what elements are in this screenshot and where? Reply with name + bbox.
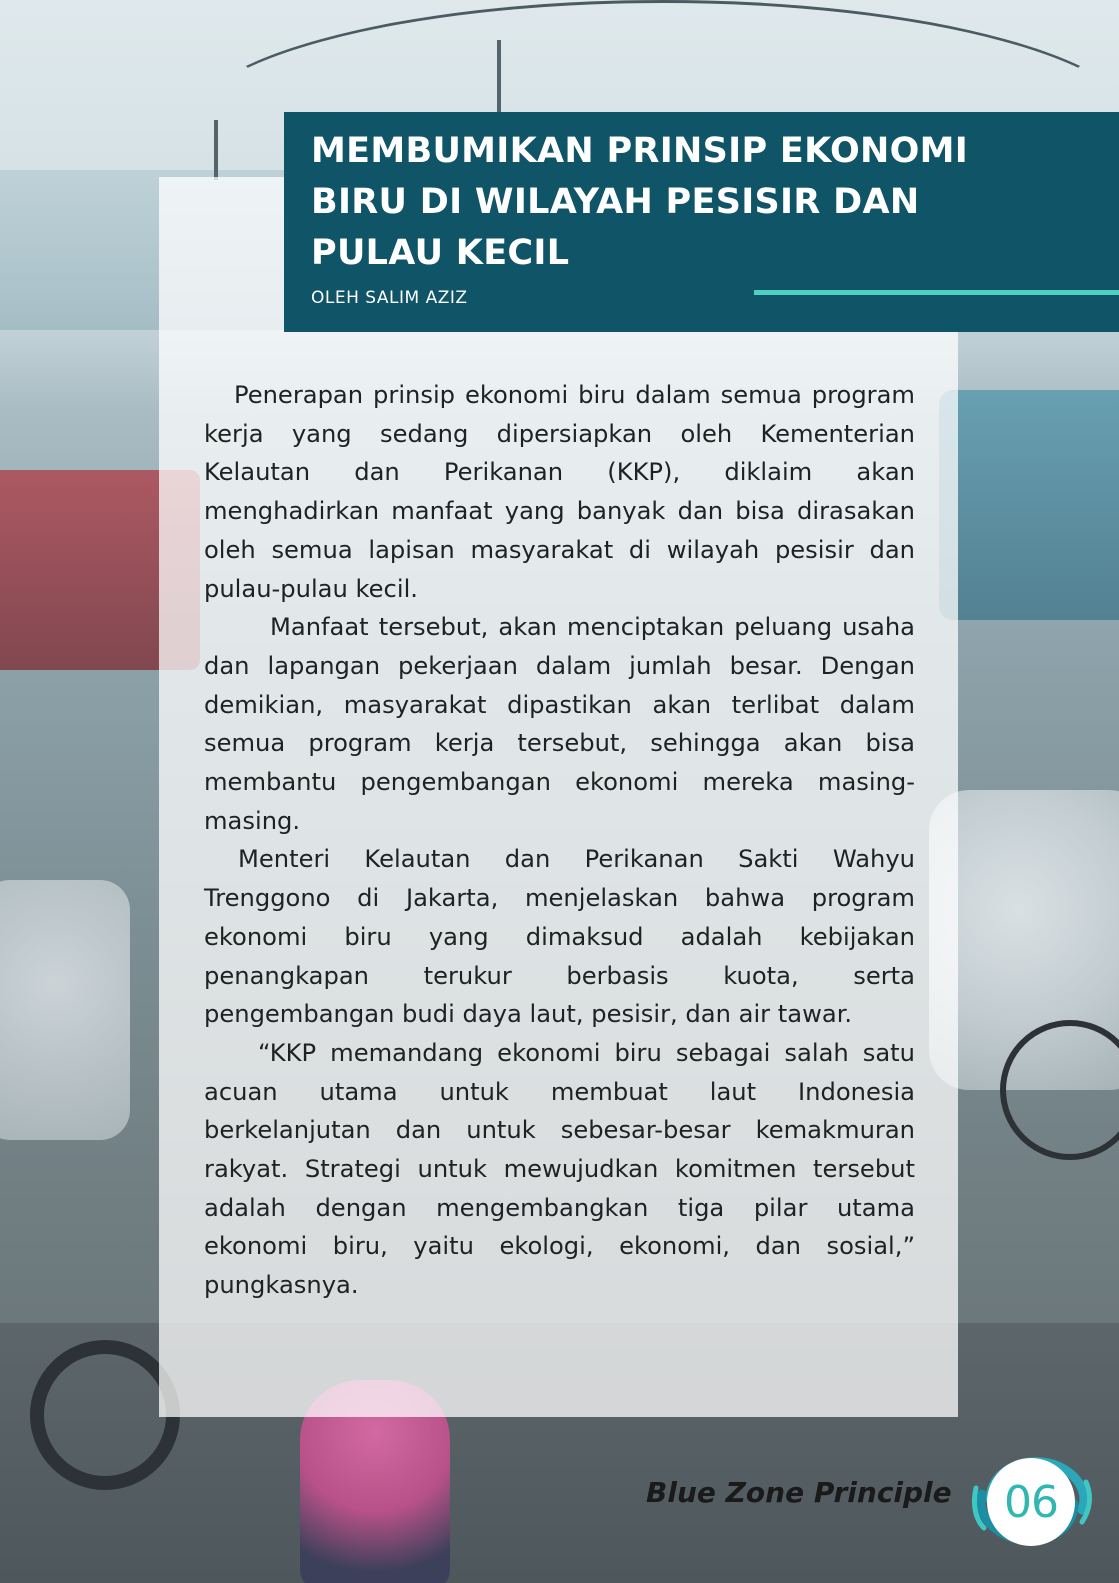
paragraph-4: “KKP memandang ekonomi biru sebagai salah satu acuan utama untuk membuat laut Indonesia berkelanjutan dan untuk sebesar-besar kemakmuran rakyat. Strategi untuk mewujudkan komitmen tersebut adalah dengan mengembangkan tiga pilar utama ekonomi biru, yaitu ekologi, ekonomi, dan sosial,” pungkasnya. xyxy=(204,1038,915,1300)
fish-sacks-left xyxy=(0,880,130,1140)
mast-pole-left xyxy=(214,120,218,180)
section-label: Blue Zone Principle xyxy=(646,1476,952,1509)
boat-right xyxy=(939,390,1119,620)
paragraph-1: Penerapan prinsip ekonomi biru dalam semua program kerja yang sedang dipersiapkan oleh Kementerian Kelautan dan Perikanan (KKP), diklaim akan menghadirkan manfaat yang banyak dan bisa dirasakan oleh semua lapisan masyarakat di wilayah pesisir dan pulau-pulau kecil. xyxy=(204,381,915,603)
article-body xyxy=(204,376,915,1305)
article-title: MEMBUMIKAN PRINSIP EKONOMI BIRU DI WILAYAH PESISIR DAN PULAU KECIL xyxy=(311,131,969,273)
cart-wheel xyxy=(30,1340,180,1490)
paragraph-3: Menteri Kelautan dan Perikanan Sakti Wahyu Trenggono di Jakarta, menjelaskan bahwa program ekonomi biru yang dimaksud adalah kebijakan penangkapan terukur berbasis kuota, serta pengembangan budi daya laut, pesisir, dan air tawar. xyxy=(204,845,915,1029)
article-author: OLEH SALIM AZIZ xyxy=(311,288,468,308)
mast-pole xyxy=(497,40,501,120)
page-number: 06 xyxy=(987,1458,1075,1546)
accent-line xyxy=(754,290,1119,295)
article-header xyxy=(284,112,1119,332)
paragraph-2: Manfaat tersebut, akan menciptakan peluang usaha dan lapangan pekerjaan dalam jumlah besar. Dengan demikian, masyarakat dipastikan akan terlibat dalam semua program kerja tersebut, sehingga akan bisa membantu pengembangan ekonomi mereka masing-masing. xyxy=(204,613,915,835)
